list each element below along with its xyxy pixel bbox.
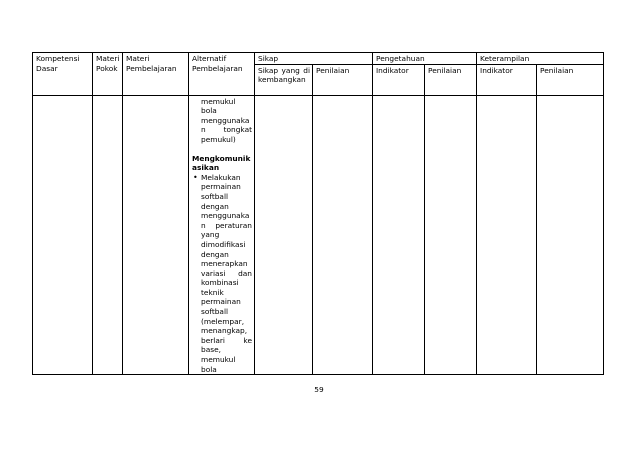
cell-materi-pokok [93,95,123,375]
bullet-item-text: Melakukan permainan softball dengan menggunakan peraturan yang dimodifikasi dengan menerapkan variasi dan kombinasi teknik permainan softball (melempar, menangkap, berlari ke base, memukul bola [201,172,252,374]
cell-alternatif-pembelajaran [189,95,255,375]
header-alternatif-pembelajaran: Alternatif Pembelajaran [189,53,255,96]
cell-keterampilan-indikator [477,95,537,375]
cell-kompetensi-dasar [33,95,93,375]
header-keterampilan: Keterampilan [477,53,604,65]
page-number: 59 [314,385,324,394]
alternatif-continuation-text: memukul bola menggunakan tongkat pemukul) [201,96,252,144]
bullet-dot-icon: • [193,172,198,182]
cell-sikap-yang-dikembangkan [255,95,313,375]
body-row [33,95,604,375]
mengkomunikasikan-heading: Mengkomunikasikan [192,153,251,173]
bullet-item [192,173,252,374]
cell-pengetahuan-penilaian [425,95,477,375]
header-keterampilan-indikator: Indikator [477,64,537,95]
header-pengetahuan-indikator: Indikator [373,64,425,95]
header-sikap-penilaian: Penilaian [313,64,373,95]
header-kompetensi-dasar: Kompetensi Dasar [33,53,93,96]
cell-pengetahuan-indikator [373,95,425,375]
header-materi-pokok: Materi Pokok [93,53,123,96]
lesson-plan-table [32,52,604,375]
header-row-1 [33,53,604,65]
cell-materi-pembelajaran [123,95,189,375]
cell-keterampilan-penilaian [537,95,604,375]
header-pengetahuan: Pengetahuan [373,53,477,65]
header-pengetahuan-penilaian: Penilaian [425,64,477,95]
header-materi-pembelajaran: Materi Pembelajaran [123,53,189,96]
cell-sikap-penilaian [313,95,373,375]
header-keterampilan-penilaian: Penilaian [537,64,604,95]
header-sikap-yang-dikembangkan: Sikap yang di kembangkan [255,64,313,95]
header-sikap: Sikap [255,53,373,65]
